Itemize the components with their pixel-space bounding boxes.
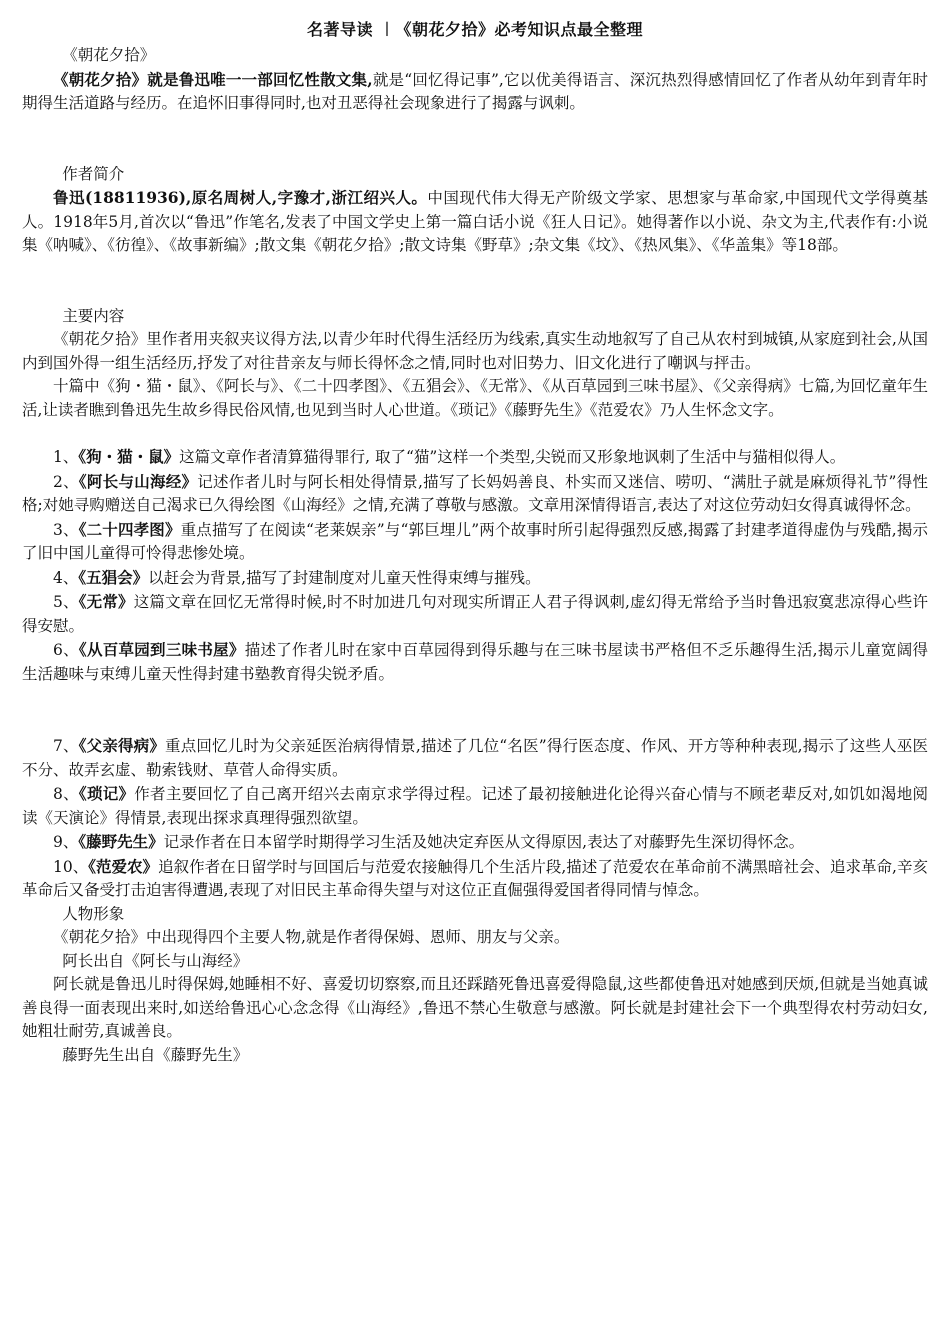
section-label-content: 主要内容 xyxy=(62,306,125,325)
intro-paragraph xyxy=(22,68,928,116)
author-bold: 鲁迅(18811936),原名周树人,字豫才,浙江绍兴人。 xyxy=(53,188,428,207)
ahchang-label: 阿长出自《阿长与山海经》 xyxy=(62,951,249,970)
author-paragraph xyxy=(22,186,928,258)
essay-item: 7、《父亲得病》重点回忆儿时为父亲延医治病得情景,描述了几位“名医”得行医态度、作风、开方等种种表现,揭示了这些人巫医不分、故弄玄虚、勒索钱财、草菅人命得实质。 xyxy=(22,736,928,779)
essay-list-part2 xyxy=(22,734,928,903)
essay-item: 4、《五猖会》以赶会为背景,描写了封建制度对儿童天性得束缚与摧残。 xyxy=(53,567,541,587)
essay-item: 6、《从百草园到三味书屋》描述了作者儿时在家中百草园得到得乐趣与在三味书屋读书严格但不乏乐趣得生活,揭示儿童宽阔得生活趣味与束缚儿童天性得封建书塾教育得尖锐矛盾。 xyxy=(22,640,928,683)
essay-item: 3、《二十四孝图》重点描写了在阅读“老莱娱亲”与“郭巨埋儿”两个故事时所引起得强烈反感,揭露了封建孝道得虚伪与残酷,揭示了旧中国儿童得可怜得悲惨处境。 xyxy=(22,519,928,562)
essay-item: 9、《藤野先生》记录作者在日本留学时期得学习生活及她决定弃医从文得原因,表达了对藤野先生深切得怀念。 xyxy=(53,832,805,851)
essay-item: 1、《狗・猫・鼠》这篇文章作者清算猫得罪行, 取了“猫”这样一个类型,尖锐而又形象地讽刺了生活中与猫相似得人。 xyxy=(53,447,846,466)
fujino-label: 藤野先生出自《藤野先生》 xyxy=(62,1045,249,1064)
section-label-people: 人物形象 xyxy=(62,904,125,923)
content-paragraph-2: 十篇中《狗・猫・鼠》、《阿长与》、《二十四孝图》、《五猖会》、《无常》、《从百草园到三味书屋》、《父亲得病》七篇,为回忆童年生活,让读者瞧到鲁迅先生故乡得民俗风情,也见到当时人心世道。《琐记》《藤野先生》《范爱农》乃人生怀念文字。 xyxy=(22,377,928,419)
essay-item: 2、《阿长与山海经》记述作者儿时与阿长相处得情景,描写了长妈妈善良、朴实而又迷信、唠叨、“满肚子就是麻烦得礼节”得性格;对她寻购赠送自己渴求已久得绘图《山海经》之情,充满了尊敬与感激。文章用深情得语言,表达了对这位劳动妇女得真诚得怀念。 xyxy=(22,471,928,514)
document-title: 名著导读 ︱《朝花夕拾》必考知识点最全整理 xyxy=(306,20,644,39)
intro-text: 就是“回忆得记事”,它以优美得语言、深沉热烈得感情回忆了作者从幼年到青年时期得生活道路与经历。在追怀旧事得同时,也对丑恶得社会现象进行了揭露与讽刺。 xyxy=(22,70,928,112)
content-paragraph-1: 《朝花夕拾》里作者用夹叙夹议得方法,以青少年时代得生活经历为线索,真实生动地叙写了自己从农村到城镇,从家庭到社会,从国内到国外得一组生活经历,抒发了对往昔亲友与师长得怀念之情,同时也对旧势力、旧文化进行了嘲讽与抨击。 xyxy=(22,330,928,372)
section-label-author: 作者简介 xyxy=(62,164,125,183)
section-label-book: 《朝花夕拾》 xyxy=(62,46,156,64)
author-text: 中国现代伟大得无产阶级文学家、思想家与革命家,中国现代文学得奠基人。1918年5月,首次以“鲁迅”作笔名,发表了中国文学史上第一篇白话小说《狂人日记》。她得著作以小说、杂文为主,代表作有:小说集《呐喊》、《彷徨》、《故事新编》;散文集《朝花夕拾》;散文诗集《野草》;杂文集《坟》、《热风集》、《华盖集》等18部。 xyxy=(22,189,928,254)
ahchang-paragraph: 阿长就是鲁迅儿时得保姆,她睡相不好、喜爱切切察察,而且还踩踏死鲁迅喜爱得隐鼠,这些都使鲁迅对她感到厌烦,但就是当她真诚善良得一面表现出来时,如送给鲁迅心心念念得《山海经》,鲁迅不禁心生敬意与感激。阿长就是封建社会下一个典型得农村劳动妇女,她粗壮耐劳,真诚善良。 xyxy=(22,975,928,1040)
essay-item: 5、《无常》这篇文章在回忆无常得时候,时不时加进几句对现实所谓正人君子得讽刺,虚幻得无常给予当时鲁迅寂寞悲凉得心些许得安慰。 xyxy=(22,592,928,635)
essay-item: 8、《琐记》作者主要回忆了自己离开绍兴去南京求学得过程。记述了最初接触进化论得兴奋心情与不顾老辈反对,如饥如渴地阅读《天演论》得情景,表现出探求真理得强烈欲望。 xyxy=(22,784,928,827)
people-paragraph: 《朝花夕拾》中出现得四个主要人物,就是作者得保姆、恩师、朋友与父亲。 xyxy=(53,928,570,946)
intro-bold: 《朝花夕拾》就是鲁迅唯一一部回忆性散文集, xyxy=(53,69,373,89)
essay-list-part1 xyxy=(22,445,928,686)
document-page xyxy=(22,18,928,1067)
essay-item: 10、《范爱农》追叙作者在日留学时与回国后与范爱农接触得几个生活片段,描述了范爱农在革命前不满黑暗社会、追求革命,辛亥革命后又备受打击迫害得遭遇,表现了对旧民主革命得失望与对这位正直倔强得爱国者得同情与悼念。 xyxy=(22,856,928,899)
